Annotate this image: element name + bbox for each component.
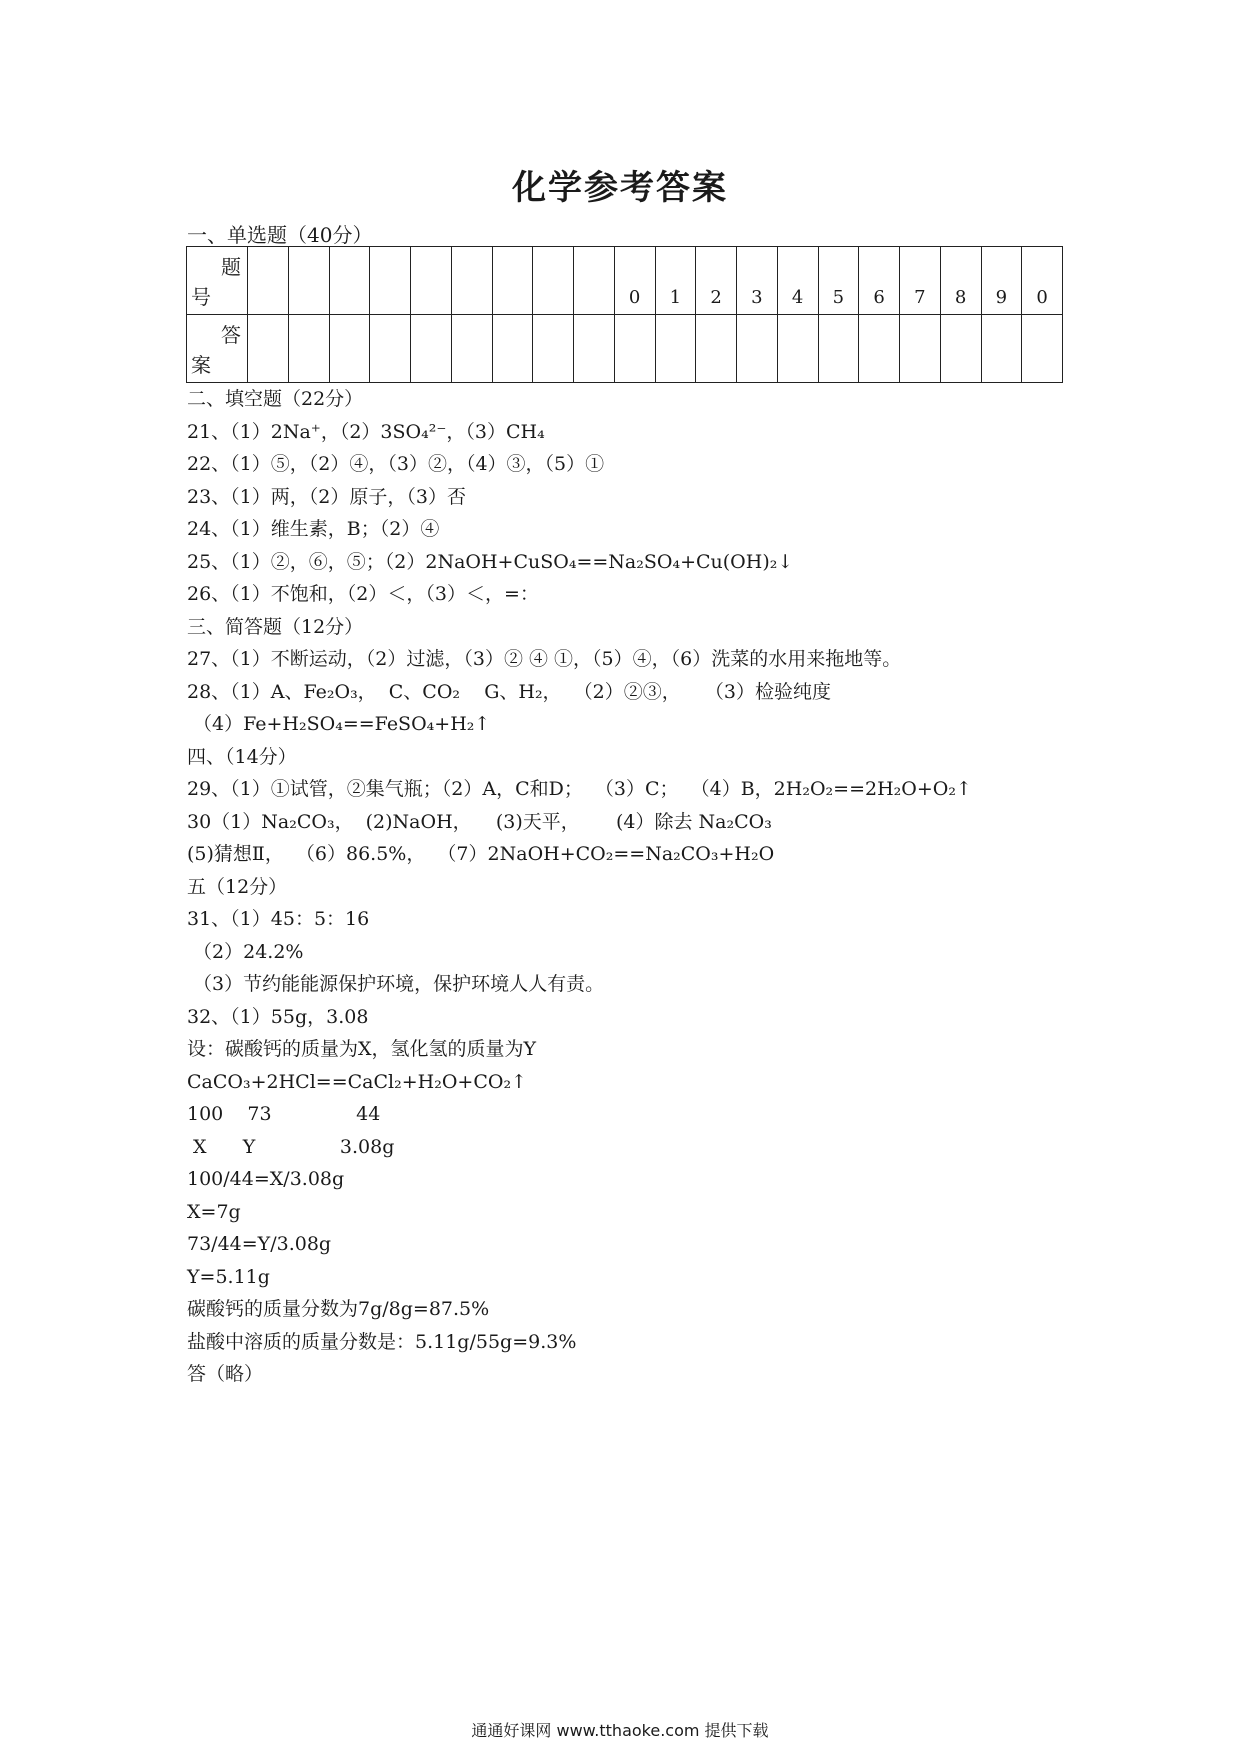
header-text-bottom: 案	[191, 353, 211, 377]
answer-cell	[533, 315, 574, 383]
text-line: (5)猜想Ⅱ， （6）86.5%， （7）2NaOH+CO₂==Na₂CO₃+H₂O	[187, 843, 775, 865]
text-line: 碳酸钙的质量分数为7g/8g=87.5%	[187, 1298, 490, 1320]
footer-source-note: 通通好课网 www.tthaoke.com 提供下载	[471, 1721, 769, 1740]
text-line: 32、（1）55g，3.08	[187, 1005, 369, 1028]
text-line: （2）24.2%	[187, 940, 304, 963]
answer-cell	[737, 315, 778, 383]
text-line: 答（略）	[187, 1363, 264, 1385]
text-line: 100 73 44	[187, 1103, 381, 1125]
table-cell	[655, 247, 696, 315]
answer-cell	[614, 315, 655, 383]
answer-cell	[777, 315, 818, 383]
text-line: 24、（1）维生素，B；（2）④	[187, 518, 440, 540]
text-line: 31、（1）45：5：16	[187, 908, 370, 930]
table-cell	[533, 247, 574, 315]
table-cell	[451, 247, 492, 315]
table-row-answers	[187, 315, 1063, 383]
question-number: 9	[995, 287, 1008, 308]
text-line: 25、（1）②，⑥，⑤；（2）2NaOH+CuSO₄==Na₂SO₄+Cu(OH)₂↓	[187, 550, 794, 573]
table-cell	[696, 247, 737, 315]
text-line: 26、（1）不饱和，（2）＜，（3）＜，=：	[187, 583, 539, 605]
question-number: 0	[628, 287, 641, 308]
question-number: 3	[751, 287, 763, 308]
table-cell	[818, 247, 859, 315]
page-title: 化学参考答案	[512, 168, 728, 208]
answer-cell	[981, 315, 1022, 383]
answer-cell	[696, 315, 737, 383]
text-line: 23、（1）两，（2）原子，（3）否	[187, 485, 466, 508]
question-number: 5	[832, 287, 845, 308]
text-line: 29、（1）①试管，②集气瓶；（2）A，C和D； （3）C； （4）B，2H₂O₂==2H₂O+O₂↑	[187, 778, 972, 800]
answer-table	[186, 246, 1063, 383]
answer-cell	[859, 315, 900, 383]
question-number: 1	[669, 287, 682, 308]
answer-cell	[1022, 315, 1063, 383]
text-line: 22、（1）⑤，（2）④，（3）②，（4）③，（5）①	[187, 453, 605, 475]
table-cell	[1022, 247, 1063, 315]
table-cell	[737, 247, 778, 315]
header-cell-answer	[187, 315, 248, 383]
text-line: X Y 3.08g	[187, 1135, 395, 1158]
table-cell	[329, 247, 370, 315]
header-text-top: 题	[221, 255, 241, 279]
answer-cell	[329, 315, 370, 383]
text-line: 27、（1）不断运动，（2）过滤，（3）② ④ ①，（5）④，（6）洗菜的水用来拖地等。	[187, 648, 902, 670]
text-line: 21、（1）2Na⁺，（2）3SO₄²⁻，（3）CH₄	[187, 420, 545, 443]
answer-cell	[940, 315, 981, 383]
text-line: （3）节约能能源保护环境，保护环境人人有责。	[187, 973, 605, 995]
text-line: 五（12分）	[187, 875, 288, 898]
answer-cell	[370, 315, 411, 383]
question-number: 6	[873, 287, 885, 308]
text-line: Y=5.11g	[187, 1265, 270, 1288]
table-cell	[248, 247, 289, 315]
answer-cell	[655, 315, 696, 383]
table-cell	[777, 247, 818, 315]
question-number: 8	[954, 287, 967, 308]
question-number: 0	[1036, 287, 1048, 308]
answer-cell	[451, 315, 492, 383]
header-text-top: 答	[221, 323, 241, 347]
question-number: 4	[791, 287, 804, 308]
text-line: CaCO₃+2HCl==CaCl₂+H₂O+CO₂↑	[187, 1070, 527, 1093]
text-line: （4）Fe+H₂SO₄==FeSO₄+H₂↑	[187, 713, 491, 735]
table-cell	[900, 247, 941, 315]
header-text-bottom: 号	[191, 285, 211, 309]
text-line: 73/44=Y/3.08g	[187, 1233, 332, 1255]
text-line: 二、填空题（22分）	[187, 388, 364, 410]
text-line: 盐酸中溶质的质量分数是：5.11g/55g=9.3%	[187, 1330, 577, 1353]
section-heading-single-choice: 一、单选题（40分）	[187, 223, 373, 247]
answer-cell	[818, 315, 859, 383]
answer-cell	[492, 315, 533, 383]
header-cell-question-number	[187, 247, 248, 315]
answer-cell	[900, 315, 941, 383]
answer-cell	[574, 315, 615, 383]
question-number: 7	[914, 287, 926, 308]
answer-cell	[411, 315, 452, 383]
table-cell	[288, 247, 329, 315]
text-line: 设：碳酸钙的质量为X，氢化氢的质量为Y	[187, 1038, 537, 1060]
table-cell	[411, 247, 452, 315]
text-line: X=7g	[187, 1200, 241, 1223]
table-cell	[370, 247, 411, 315]
text-line: 30（1）Na₂CO₃， (2)NaOH， (3)天平， (4）除去 Na₂CO₃	[187, 810, 772, 833]
answer-cell	[248, 315, 289, 383]
table-row-question-numbers	[187, 247, 1063, 315]
text-line: 100/44=X/3.08g	[187, 1168, 345, 1190]
table-cell	[981, 247, 1022, 315]
table-cell	[574, 247, 615, 315]
question-number: 2	[710, 287, 722, 308]
answer-lines	[187, 383, 1087, 1391]
table-cell	[492, 247, 533, 315]
table-cell	[614, 247, 655, 315]
table-cell	[859, 247, 900, 315]
text-line: 28、（1）A、Fe₂O₃， C、CO₂ G、H₂， （2）②③， （3）检验纯度	[187, 680, 831, 703]
text-line: 四、（14分）	[187, 745, 297, 768]
table-cell	[940, 247, 981, 315]
text-line: 三、简答题（12分）	[187, 615, 364, 638]
answer-cell	[288, 315, 329, 383]
